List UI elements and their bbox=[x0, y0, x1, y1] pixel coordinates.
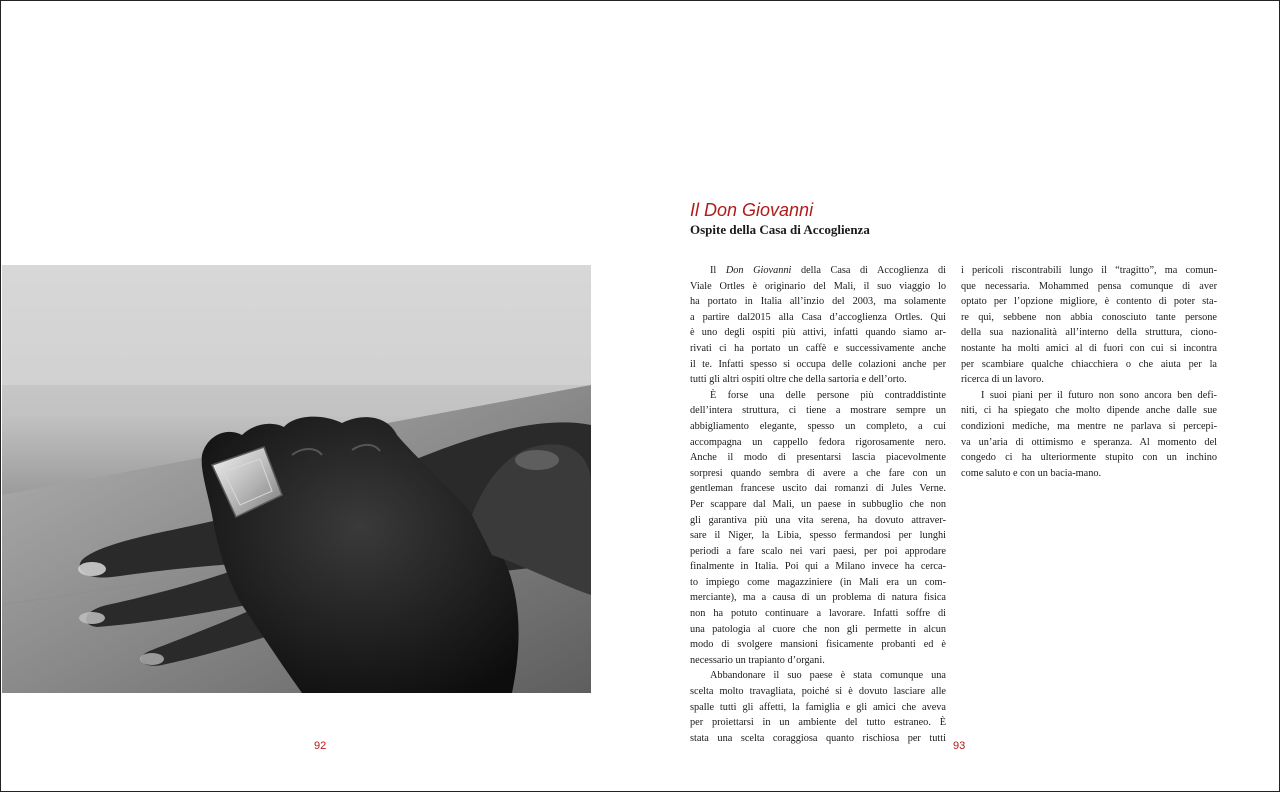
text-segment: a partire dal2015 alla Casa d’accoglienza Ortles. Qui bbox=[690, 311, 946, 323]
text-segment: modo di svolgere mansioni fisicamente probanti ed è bbox=[690, 639, 946, 651]
text-segment: non ha potuto continuare a lavorare. Infatti soffre di bbox=[690, 608, 946, 620]
text-segment: della sua nazionalità all’interno della struttura, ciono- bbox=[961, 327, 1217, 339]
text-segment: per proiettarsi in un ambiente del tutto estraneo. È bbox=[690, 717, 946, 729]
article-title: Il Don Giovanni bbox=[690, 200, 814, 220]
text-segment: come saluto e con un bacia-mano. bbox=[961, 467, 1102, 479]
text-segment: re qui, sebbene non abbia conosciuto tante persone bbox=[961, 311, 1217, 323]
text-line bbox=[690, 513, 946, 529]
text-line bbox=[690, 637, 946, 653]
text-line bbox=[961, 279, 1217, 295]
text-segment: I suoi piani per il futuro non sono ancora ben defi- bbox=[981, 389, 1217, 401]
text-line bbox=[690, 310, 946, 326]
article-subtitle: Ospite della Casa di Accoglienza bbox=[690, 222, 870, 237]
text-segment: scelta molto travagliata, poiché si è dovuto lasciare alle bbox=[690, 686, 946, 698]
text-line bbox=[690, 279, 946, 295]
text-segment: abbigliamento elegante, spesso un completo, a cui bbox=[690, 420, 946, 432]
text-segment: to impiego come magazziniere (in Mali era un com- bbox=[690, 576, 946, 588]
text-segment: per scambiare qualche chiacchiera o che aiuta per la bbox=[961, 358, 1217, 370]
text-column-left bbox=[690, 263, 946, 746]
text-segment: Il bbox=[710, 265, 726, 276]
hands-ring-illustration bbox=[2, 265, 591, 693]
text-segment: Abbandonare il suo paese è stata comunque una bbox=[710, 670, 946, 682]
text-line bbox=[961, 403, 1217, 419]
text-segment: necessario un trapianto d’organi. bbox=[690, 654, 825, 666]
text-line bbox=[690, 715, 946, 731]
text-segment: tutti gli altri ospiti oltre che della sartoria e dell’orto. bbox=[690, 374, 907, 386]
text-segment: ha portato in Italia all’inzio del 2003, ma solamente bbox=[690, 296, 946, 308]
text-segment: Anche il modo di presentarsi lascia piacevolmente bbox=[690, 452, 946, 464]
text-segment: periodi a fare scalo nei vari paesi, per poi approdare bbox=[690, 545, 946, 557]
text-segment: sorpresi quando sembra di avere a che fare con un bbox=[690, 467, 946, 479]
text-line bbox=[690, 294, 946, 310]
page-number-right: 93 bbox=[953, 740, 966, 752]
text-line bbox=[690, 544, 946, 560]
text-line bbox=[690, 263, 946, 279]
text-segment: Viale Ortles è originario del Mali, il suo viaggio lo bbox=[690, 280, 946, 292]
text-line bbox=[690, 357, 946, 373]
text-segment: gli garantiva più una vita serena, ha dovuto attraver- bbox=[690, 514, 946, 526]
text-line bbox=[690, 528, 946, 544]
text-line bbox=[961, 419, 1217, 435]
text-segment: dell’intera struttura, ci tiene a mostrare sempre un bbox=[690, 405, 946, 417]
text-segment: niti, ci ha spiegato che molto dipende anche dalle sue bbox=[961, 405, 1217, 417]
text-line bbox=[690, 419, 946, 435]
text-line bbox=[690, 559, 946, 575]
text-line bbox=[690, 653, 946, 669]
hands-ring-photo bbox=[2, 265, 591, 693]
text-segment: va un’aria di ottimismo e speranza. Al momento del bbox=[961, 436, 1217, 448]
text-line bbox=[690, 700, 946, 716]
text-line bbox=[690, 590, 946, 606]
text-line bbox=[690, 575, 946, 591]
text-line bbox=[690, 341, 946, 357]
text-line bbox=[690, 388, 946, 404]
text-line bbox=[961, 435, 1217, 451]
text-segment: finalmente in Italia. Poi qui a Milano invece ha cerca- bbox=[690, 561, 946, 573]
text-line bbox=[961, 357, 1217, 373]
text-segment: que necessaria. Mohammed pensa comunque di aver bbox=[961, 280, 1217, 292]
text-segment: sare il Niger, la Libia, spesso fermandosi per lunghi bbox=[690, 530, 946, 542]
text-segment: rivati ci ha portato un caffè e successivamente anche bbox=[690, 342, 946, 354]
text-line bbox=[690, 372, 946, 388]
text-segment: congedo ci ha ulteriormente stupito con un inchino bbox=[961, 452, 1217, 464]
text-segment: il te. Infatti spesso si occupa delle colazioni anche per bbox=[690, 358, 946, 370]
text-segment: ricerca di un lavoro. bbox=[961, 374, 1044, 386]
text-segment: i pericoli riscontrabili lungo il “tragitto”, ma comun- bbox=[961, 265, 1217, 276]
text-column-right bbox=[961, 263, 1217, 481]
text-line bbox=[961, 341, 1217, 357]
text-line bbox=[690, 731, 946, 747]
text-segment: merciante), ma a causa di un problema di natura fisica bbox=[690, 592, 946, 604]
page-number-left: 92 bbox=[314, 740, 327, 752]
text-segment: spalle tutti gli affetti, la famiglia e gli amici che aveva bbox=[690, 701, 946, 713]
text-line bbox=[690, 684, 946, 700]
text-line bbox=[961, 466, 1217, 482]
text-segment: stata una scelta coraggiosa quanto rischiosa per tutti bbox=[690, 732, 946, 744]
text-segment: è uno degli ospiti più attivi, infatti quando siamo ar- bbox=[690, 327, 946, 339]
text-segment: una patologia al cuore che non gli permette in alcun bbox=[690, 623, 946, 635]
text-segment: accompagna un cappello fedora rigorosamente nero. bbox=[690, 436, 946, 448]
italic-text: Don Giovanni bbox=[725, 265, 792, 276]
text-line bbox=[690, 497, 946, 513]
text-line bbox=[690, 606, 946, 622]
text-line bbox=[961, 372, 1217, 388]
text-segment: Per scappare dal Mali, un paese in subbuglio che non bbox=[690, 498, 946, 510]
text-line bbox=[690, 325, 946, 341]
text-line bbox=[961, 450, 1217, 466]
text-line bbox=[690, 435, 946, 451]
text-segment: optato per l’opzione migliore, è contento di poter sta- bbox=[961, 296, 1217, 308]
text-line bbox=[690, 403, 946, 419]
text-line bbox=[961, 263, 1217, 279]
text-line bbox=[961, 294, 1217, 310]
text-line bbox=[690, 466, 946, 482]
text-segment: nostante ha molti amici al di fuori con cui si incontra bbox=[961, 342, 1217, 354]
text-line bbox=[961, 388, 1217, 404]
text-line bbox=[961, 310, 1217, 326]
text-segment: gentleman francese uscito dai romanzi di Jules Verne. bbox=[690, 483, 946, 495]
text-line bbox=[690, 450, 946, 466]
text-segment: della Casa di Accoglienza di bbox=[791, 265, 946, 276]
text-segment: È forse una delle persone più contraddistinte bbox=[710, 389, 946, 401]
text-line bbox=[690, 481, 946, 497]
text-line bbox=[690, 622, 946, 638]
text-segment: condizioni mediche, ma mentre ne parlava si percepi- bbox=[961, 420, 1217, 432]
text-line bbox=[690, 668, 946, 684]
text-line bbox=[961, 325, 1217, 341]
